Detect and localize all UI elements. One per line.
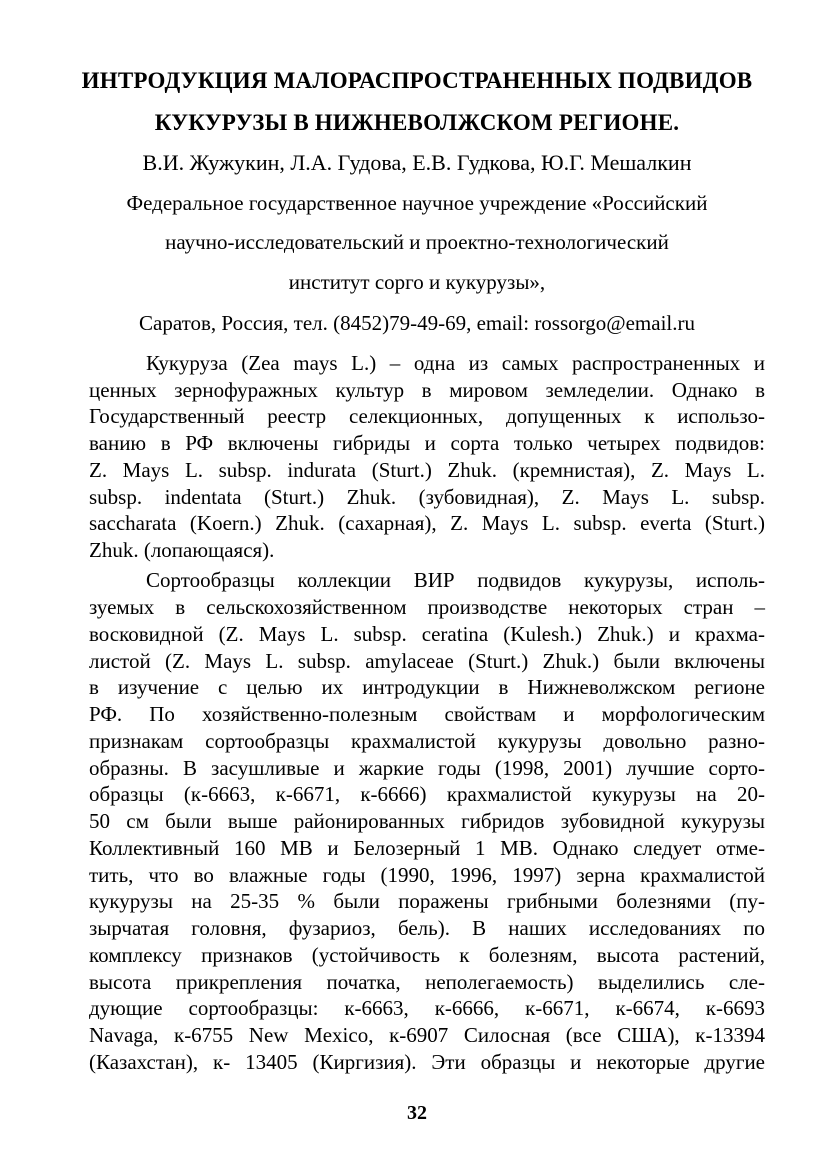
paragraph-2-line: высота прикрепления початка, неполегаемость) выделились сле- xyxy=(89,970,765,994)
paragraph-2-line: Сортообразцы коллекции ВИР подвидов кукурузы, исполь- xyxy=(146,568,765,592)
paragraph-2-line: Коллективный 160 МВ и Белозерный 1 МВ. Однако следует отме- xyxy=(89,836,765,860)
paragraph-2-line: Navaga, к-6755 New Mexico, к-6907 Силосная (все США), к-13394 xyxy=(89,1023,765,1047)
paragraph-2-line: комплексу признаков (устойчивость к болезням, высота растений, xyxy=(89,943,765,967)
affiliation-line-2: научно-исследовательский и проектно-технологический xyxy=(165,230,669,254)
paragraph-2-line: дующие сортообразцы: к-6663, к-6666, к-6671, к-6674, к-6693 xyxy=(89,996,765,1020)
paragraph-2-line: 50 см были выше районированных гибридов зубовидной кукурузы xyxy=(89,809,765,833)
paragraph-2-line: зырчатая головня, фузариоз, бель). В наших исследованиях по xyxy=(89,916,765,940)
affiliation-contact: Саратов, Россия, тел. (8452)79-49-69, email: rossorgo@email.ru xyxy=(139,311,695,335)
paragraph-2-line: признакам сортообразцы крахмалистой кукурузы довольно разно- xyxy=(89,729,765,753)
paragraph-2-line: (Казахстан), к- 13405 (Киргизия). Эти образцы и некоторые другие xyxy=(89,1050,765,1074)
paragraph-2-line: в изучение с целью их интродукции в Нижневолжском регионе xyxy=(89,675,765,699)
paragraph-1-line: ценных зернофуражных культур в мировом земледелии. Однако в xyxy=(89,378,765,402)
title-line-2: КУКУРУЗЫ В НИЖНЕВОЛЖСКОМ РЕГИОНЕ. xyxy=(154,110,680,135)
paragraph-1-line: subsp. indentata (Sturt.) Zhuk. (зубовидная), Z. Mays L. subsp. xyxy=(89,485,765,509)
paragraph-2-line: восковидной (Z. Mays L. subsp. ceratina (Kulesh.) Zhuk.) и крахма- xyxy=(89,622,765,646)
paragraph-1-line: ванию в РФ включены гибриды и сорта только четырех подвидов: xyxy=(89,431,765,455)
affiliation-line-3: институт сорго и кукурузы», xyxy=(288,270,546,294)
paragraph-2-line: кукурузы на 25-35 % были поражены грибными болезнями (пу- xyxy=(89,889,765,913)
paragraph-2-line: тить, что во влажные годы (1990, 1996, 1997) зерна крахмалистой xyxy=(89,863,765,887)
paragraph-2-line: зуемых в сельскохозяйственном производстве некоторых стран – xyxy=(89,595,765,619)
page-number: 32 xyxy=(407,1102,427,1124)
paragraph-2-line: образцы (к-6663, к-6671, к-6666) крахмалистой кукурузы на 20- xyxy=(89,782,765,806)
paragraph-2-line: РФ. По хозяйственно-полезным свойствам и морфологическим xyxy=(89,702,765,726)
paragraph-2-line: образны. В засушливые и жаркие годы (1998, 2001) лучшие сорто- xyxy=(89,756,765,780)
paragraph-1-line: Государственный реестр селекционных, допущенных к использо- xyxy=(89,404,765,428)
paragraph-1-line: Zhuk. (лопающаяся). xyxy=(89,538,275,562)
paragraph-2-line: листой (Z. Mays L. subsp. amylaceae (Sturt.) Zhuk.) были включены xyxy=(89,649,765,673)
paragraph-1-line: Z. Mays L. subsp. indurata (Sturt.) Zhuk. (кремнистая), Z. Mays L. xyxy=(89,458,765,482)
title-line-1: ИНТРОДУКЦИЯ МАЛОРАСПРОСТРАНЕННЫХ ПОДВИДОВ xyxy=(81,68,753,93)
authors: В.И. Жужукин, Л.А. Гудова, Е.В. Гудкова, Ю.Г. Мешалкин xyxy=(142,150,692,175)
paragraph-1-line: Кукуруза (Zea mays L.) – одна из самых распространенных и xyxy=(146,351,765,375)
paragraph-1-line: saccharata (Koern.) Zhuk. (сахарная), Z. Mays L. subsp. everta (Sturt.) xyxy=(89,511,765,535)
affiliation-line-1: Федеральное государственное научное учреждение «Российский xyxy=(126,191,708,215)
